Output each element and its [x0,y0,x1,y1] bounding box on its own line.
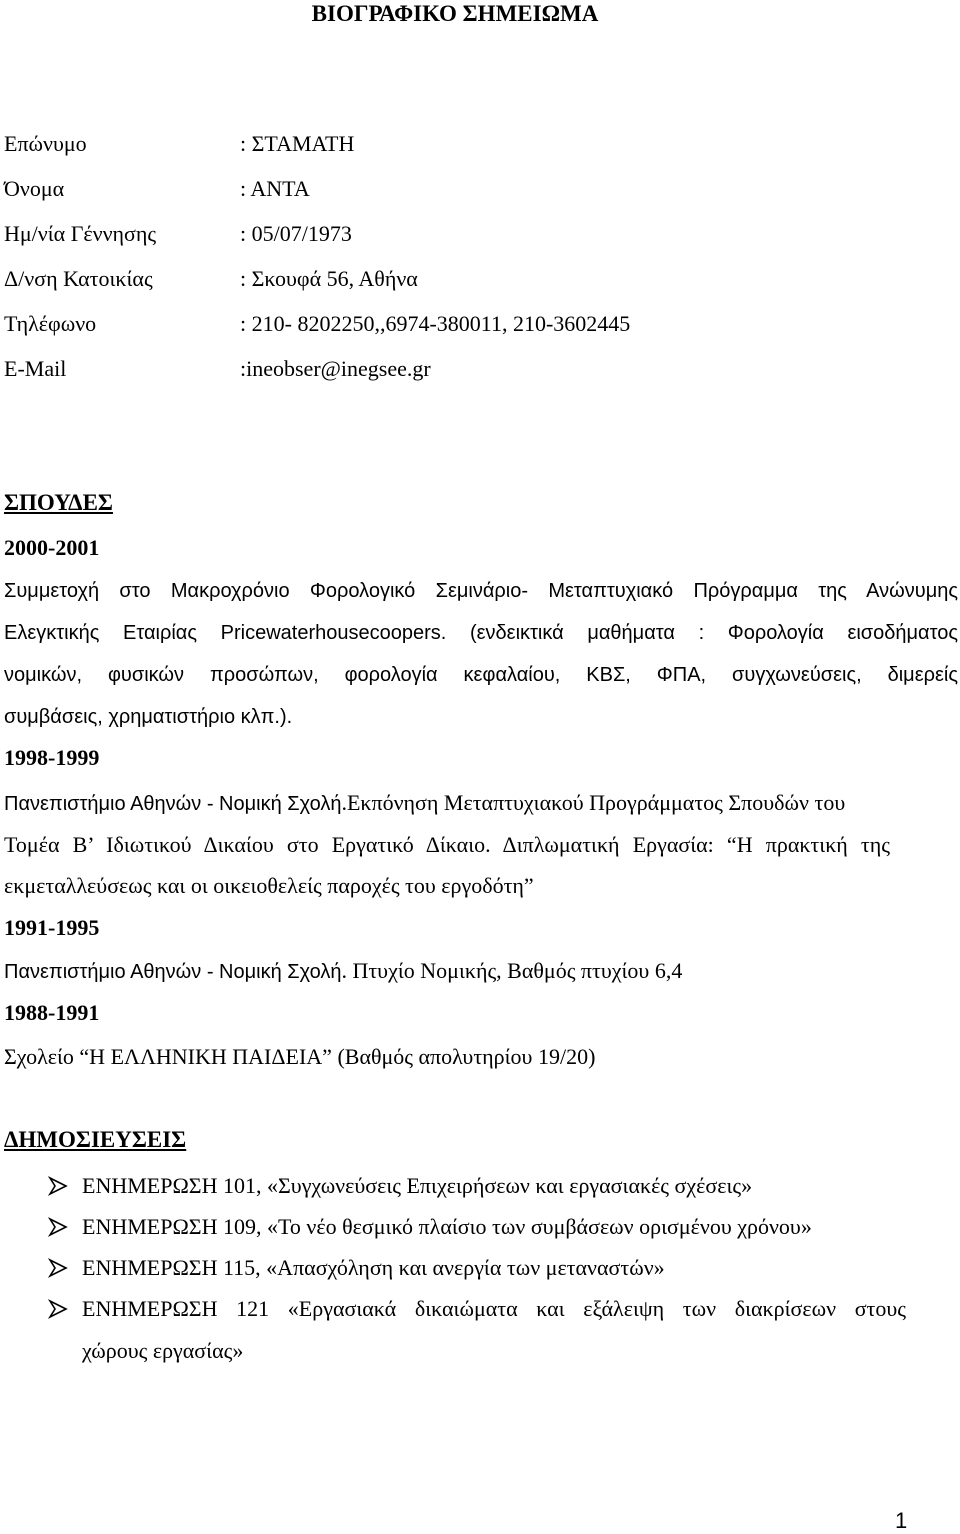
publication-item: ΕΝΗΜΕΡΩΣΗ 101, «Συγχωνεύσεις Επιχειρήσεων και εργασιακές σχέσεις» [82,1173,753,1198]
info-label: Τηλέφωνο [4,311,97,336]
publication-item: ΕΝΗΜΕΡΩΣΗ 115, «Απασχόληση και ανεργία των μεταναστών» [82,1255,665,1280]
info-label: E-Mail [4,356,67,381]
study-description: . Πτυχίο Νομικής, Βαθμός πτυχίου 6,4 [341,958,683,983]
info-value: : ΣΤΑΜΑΤΗ [240,131,355,156]
info-label: Δ/νση Κατοικίας [4,266,153,291]
study-description: .Εκπόνηση Μεταπτυχιακού Προγράμματος Σπουδών του [341,790,846,815]
study-year: 2000-2001 [4,535,100,560]
study-text-line: Σχολείο “Η ΕΛΛΗΝΙΚΗ ΠΑΙΔΕΙΑ” (Βαθμός απολυτηρίου 19/20) [4,1044,596,1069]
study-text-line: εκμεταλλεύσεως και οι οικειοθελείς παροχές του εργοδότη” [4,873,534,898]
info-label: Ημ/νία Γέννησης [4,221,157,246]
info-value: : Σκουφά 56, Αθήνα [240,266,418,291]
study-institution: Πανεπιστήμιο Αθηνών - Νομική Σχολή [4,961,342,983]
document-title: ΒΙΟΓΡΑΦΙΚΟ ΣΗΜΕΙΩΜΑ [311,1,599,26]
info-value: : 05/07/1973 [240,221,352,246]
study-institution: Πανεπιστήμιο Αθηνών - Νομική Σχολή [4,793,342,815]
study-text-line: Συμμετοχή στο Μακροχρόνιο Φορολογικό Σεμινάριο- Μεταπτυχιακό Πρόγραμμα της Ανώνυμης [4,580,958,602]
arrowhead-bullet-icon [48,1258,68,1278]
study-text-line: Τομέα Β’ Ιδιωτικού Δικαίου στο Εργατικό Δίκαιο. Διπλωματική Εργασία: “Η πρακτική της [4,832,890,857]
arrowhead-bullet-icon [48,1176,68,1196]
page-number: 1 [895,1508,908,1533]
info-value: : ΑΝΤΑ [240,176,310,201]
study-year: 1988-1991 [4,1000,100,1025]
study-text-line [4,790,845,816]
publications-heading: ΔΗΜΟΣΙΕΥΣΕΙΣ [4,1127,187,1152]
info-label: Επώνυμο [4,131,87,156]
study-text-line [4,958,682,984]
publication-item: ΕΝΗΜΕΡΩΣΗ 121 «Εργασιακά δικαιώματα και εξάλειψη των διακρίσεων στους [82,1296,906,1321]
info-value: :ineobser@inegsee.gr [240,356,431,381]
publication-item-continued: χώρους εργασίας» [82,1338,244,1363]
study-text-line: Ελεγκτικής Εταιρίας Pricewaterhousecoopers. (ενδεικτικά μαθήματα : Φορολογία εισοδήματος [4,622,958,644]
studies-heading: ΣΠΟΥΔΕΣ [4,490,113,515]
arrowhead-bullet-icon [48,1299,68,1319]
arrowhead-bullet-icon [48,1217,68,1237]
study-year: 1998-1999 [4,745,100,770]
study-text-line: συμβάσεις, χρηματιστήριο κλπ.). [4,706,293,728]
info-value: : 210- 8202250,,6974-380011, 210-3602445 [240,311,631,336]
study-text-line: νομικών, φυσικών προσώπων, φορολογία κεφαλαίου, ΚΒΣ, ΦΠΑ, συγχωνεύσεις, διμερείς [4,664,958,686]
study-year: 1991-1995 [4,915,100,940]
info-label: Όνομα [4,176,65,201]
publication-item: ΕΝΗΜΕΡΩΣΗ 109, «Το νέο θεσμικό πλαίσιο των συμβάσεων ορισμένου χρόνου» [82,1214,812,1239]
